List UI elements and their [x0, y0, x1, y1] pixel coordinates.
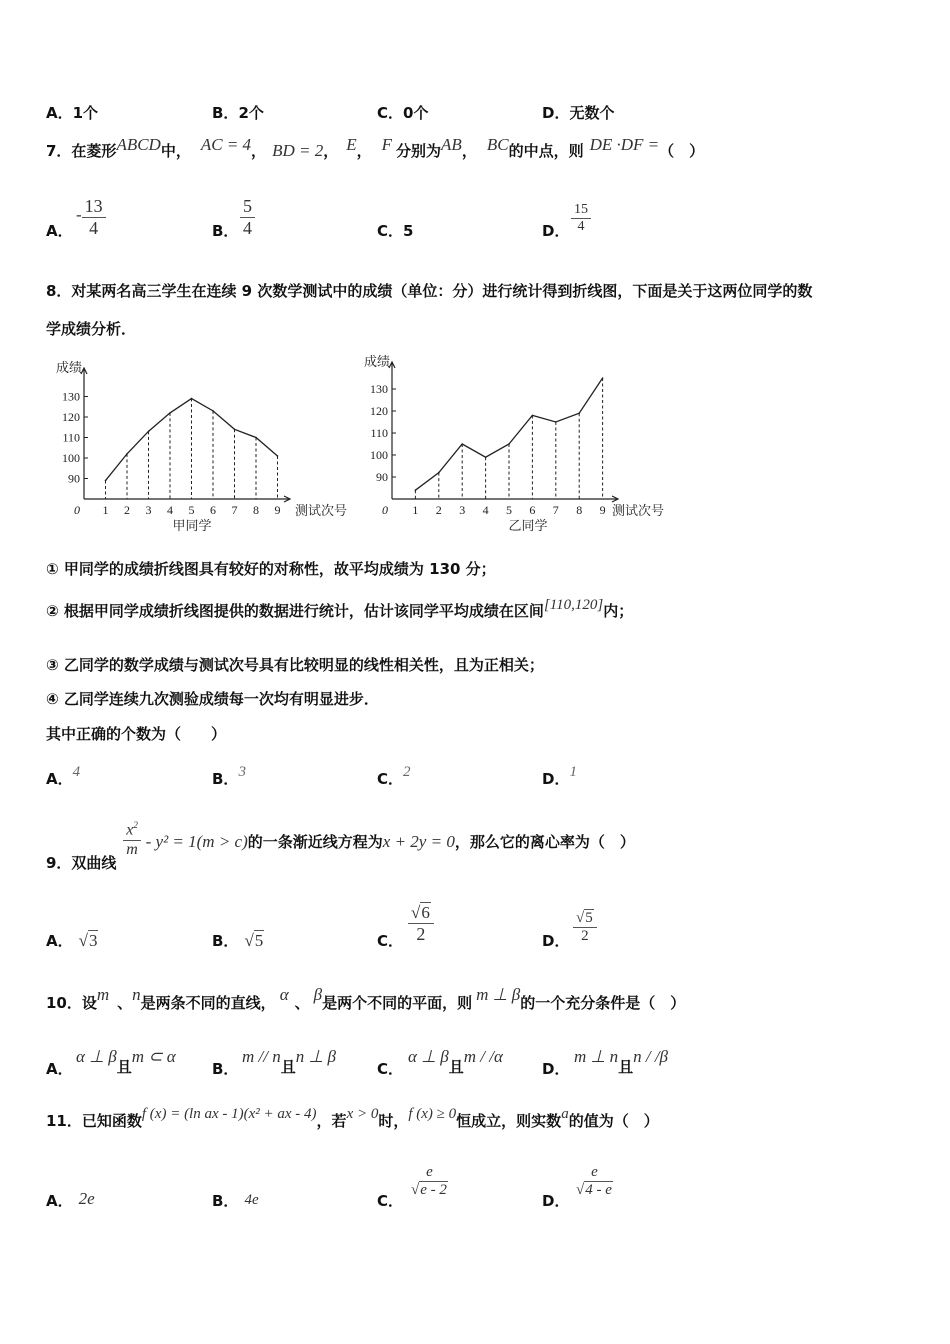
q7-option-a: A． [46, 222, 73, 240]
q9-option-c-value: $\frac{√6}{2}$ [408, 902, 434, 944]
chart-yi-data-point [602, 377, 604, 379]
q9-option-c: C． [377, 932, 404, 950]
chart-yi-data-point [555, 421, 557, 423]
q7-option-b: B． [212, 222, 239, 240]
chart-yi-data-point [415, 489, 417, 491]
q9-option-d-value: $\frac{√5}{2}$ [573, 910, 597, 946]
q8-options [46, 762, 906, 792]
chart-jia-data-point [255, 437, 257, 439]
chart-jia-x-label: 测试次号 [295, 503, 348, 518]
q7-option-d: D． [542, 222, 570, 240]
chart-yi-y-tick-label: 100 [370, 448, 388, 462]
chart-yi-y-label: 成绩 [364, 354, 391, 369]
q10-option-b-value: m // n且n ⊥ β [242, 1047, 337, 1076]
q11-option-c: C． [377, 1192, 404, 1210]
q8-option-b: B．3 [212, 764, 246, 788]
chart-jia [40, 358, 360, 543]
q7-option-c: C．5 [377, 222, 414, 240]
chart-jia-origin-label: 0 [74, 503, 80, 517]
chart-yi-y-tick-label: 130 [370, 382, 388, 396]
chart-yi-data-point [508, 443, 510, 445]
chart-jia-y-tick-label: 110 [62, 430, 80, 445]
chart-yi-data-point [485, 456, 487, 458]
q11-option-d: D． [542, 1192, 570, 1210]
q6-options [46, 102, 906, 124]
q10-option-b: B． [212, 1060, 239, 1078]
q8-statement-2: ② 根据甲同学成绩折线图提供的数据进行统计，估计该同学平均成绩在区间[110,120]内； [46, 597, 634, 620]
q9-option-b: B． √5 [212, 931, 264, 950]
chart-yi-y-tick-label: 90 [376, 470, 388, 484]
q8-question: 其中正确的个数为（ ） [46, 725, 227, 743]
q8-statement-1: ① 甲同学的成绩折线图具有较好的对称性，故平均成绩为 130 分； [46, 560, 496, 578]
q11-option-c-value: $\frac{e}{√e - 2}$ [411, 1164, 447, 1199]
chart-yi-x-tick-label: 7 [552, 503, 559, 517]
q8-stem-line1: 8．对某两名高三学生在连续 9 次数学测试中的成绩（单位：分）进行统计得到折线图，下面是关于这两位同学的数 [46, 282, 813, 300]
chart-yi-data-point [438, 472, 440, 474]
chart-jia-x-tick-label: 6 [210, 503, 216, 517]
chart-yi-data-point [461, 443, 463, 445]
chart-yi-y-tick-label: 110 [370, 426, 388, 440]
q6-option-c: C．0个 [377, 104, 429, 122]
q8-statement-3: ③ 乙同学的数学成绩与测试次号具有比较明显的线性相关性，且为正相关； [46, 656, 544, 674]
chart-yi-data-point [578, 412, 580, 414]
chart-jia-title: 甲同学 [172, 518, 212, 533]
q11-options [46, 1164, 906, 1214]
chart-yi-x-tick-label: 1 [412, 503, 419, 517]
q8-option-a: A．4 [46, 764, 81, 788]
chart-jia-data-point [148, 431, 150, 433]
chart-jia-data-point [212, 410, 214, 412]
chart-jia-y-tick-label: 90 [68, 471, 80, 486]
chart-yi-x-tick-label: 8 [576, 503, 583, 517]
chart-yi-x-tick-label: 3 [459, 503, 466, 517]
chart-jia-data-point [191, 398, 193, 400]
chart-jia-y-tick-label: 120 [62, 410, 80, 424]
q7-options [46, 196, 906, 246]
q10-option-d-value: m ⊥ n且n / /β [574, 1047, 669, 1076]
chart-jia-x-tick-label: 7 [231, 503, 238, 517]
q11-option-d-value: $\frac{e}{√4 - e}$ [576, 1164, 612, 1199]
q7-option-d-value: $\frac{15}{4}$ [571, 202, 591, 235]
chart-yi-x-tick-label: 9 [599, 503, 606, 517]
chart-jia-x-tick-label: 3 [145, 503, 152, 517]
chart-yi-x-tick-label: 2 [435, 503, 442, 517]
q9-option-d: D． [542, 932, 570, 950]
q10-options [46, 1044, 906, 1078]
chart-jia-data-point [105, 480, 107, 482]
chart-yi-x-label: 测试次号 [612, 503, 665, 518]
chart-jia-data-point [126, 453, 128, 455]
chart-jia-x-tick-label: 8 [253, 503, 259, 517]
chart-jia-x-tick-label: 9 [274, 503, 281, 517]
q6-option-a: A．1个 [46, 104, 99, 122]
q10-option-a: A． [46, 1060, 73, 1078]
chart-jia-x-tick-label: 4 [167, 503, 173, 517]
chart-yi-x-tick-label: 5 [506, 503, 512, 517]
chart-jia-x-tick-label: 5 [188, 503, 195, 517]
q8-stem-line2: 学成绩分析． [46, 320, 137, 338]
q8-option-d: D．1 [542, 764, 577, 788]
q9-options [46, 902, 906, 958]
q11-stem: 11．已知函数f (x) = (ln ax - 1)(x² + ax - 4)，若x > 0时，f (x) ≥ 0恒成立，则实数a的值为（ ） [46, 1106, 659, 1130]
chart-jia-data-point [234, 429, 236, 431]
q8-option-c: C．2 [377, 764, 411, 788]
chart-yi [350, 350, 680, 543]
chart-jia-y-tick-label: 130 [62, 389, 80, 404]
q9-stem: 9．双曲线 $\frac{x^2}{m}$ - y² = 1(m > c)的一条渐近线方程为x + 2y = 0，那么它的离心率为（ ） [46, 820, 635, 873]
chart-yi-y-tick-label: 120 [370, 404, 388, 418]
chart-yi-title: 乙同学 [508, 518, 548, 533]
chart-yi-x-tick-label: 4 [482, 503, 489, 517]
q6-option-d: D．无数个 [542, 104, 615, 122]
chart-yi-data-point [532, 415, 534, 417]
q10-option-d: D． [542, 1060, 570, 1078]
q9-option-a: A． √3 [46, 931, 98, 950]
chart-jia-data-point [169, 412, 171, 414]
q10-option-c-value: α ⊥ β且m / /α [408, 1047, 503, 1076]
q8-statement-4: ④ 乙同学连续九次测验成绩每一次均有明显进步． [46, 690, 379, 708]
chart-yi-x-tick-label: 6 [529, 503, 536, 517]
q10-option-c: C． [377, 1060, 404, 1078]
q7-option-b-value: $\frac{5}{4}$ [240, 196, 255, 238]
q11-option-a: A． 2e [46, 1189, 95, 1210]
chart-jia-y-tick-label: 100 [62, 451, 80, 465]
chart-jia-y-label: 成绩 [56, 360, 83, 375]
chart-yi-origin-label: 0 [382, 503, 388, 517]
chart-jia-x-tick-label: 1 [102, 503, 109, 517]
q7-option-a-value: - $\frac{13}{4}$ [76, 196, 106, 238]
q6-option-b: B．2个 [212, 104, 264, 122]
chart-jia-x-tick-label: 2 [124, 503, 130, 517]
q7-stem: 7．在菱形ABCD中， AC = 4， BD = 2， E， F 分别为AB， BC的中点，则 DE ·DF =（ ） [46, 135, 705, 160]
q10-option-a-value: α ⊥ β且m ⊂ α [76, 1047, 176, 1076]
q11-option-b: B． 4e [212, 1192, 259, 1210]
chart-jia-data-point [277, 455, 279, 457]
q10-stem: 10．设m 、n是两条不同的直线， α 、 β是两个不同的平面，则 m ⊥ β的一个充分条件是（ ） [46, 985, 686, 1012]
